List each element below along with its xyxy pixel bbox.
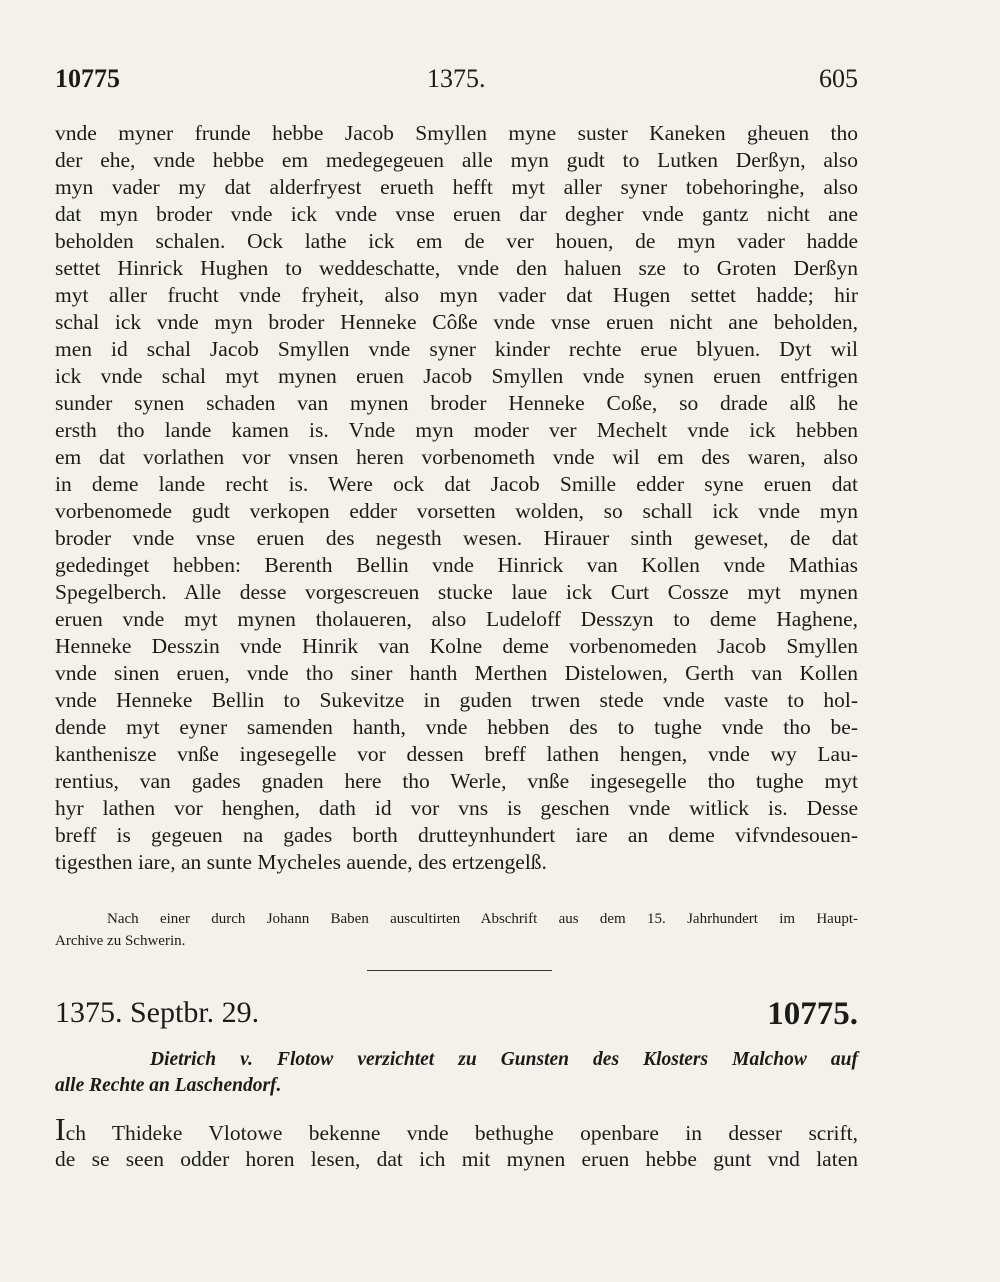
text-line-with-initial [55,1112,858,1146]
running-head-document-number: 10775 [55,64,120,93]
text-line: tigesthen iare, an sunte Mycheles auende, des ertzengelß. [55,850,547,874]
first-line-text: ch Thideke Vlotowe bekenne vnde bethughe openbare in desser scrift, [65,1121,858,1145]
text-line: ersth tho lande kamen is. Vnde myn moder ver Mechelt vnde ick hebben [55,418,858,442]
text-line: in deme lande recht is. Were ock dat Jacob Smille edder syne eruen dat [55,472,858,496]
text-line: breff is gegeuen na gades borth drutteynhundert iare an deme vifvndesouen- [55,823,858,847]
text-line: de se seen odder horen lesen, dat ich mit mynen eruen hebbe gunt vnd laten [55,1147,858,1171]
text-line: myn vader my dat alderfryest erueth hefft myt aller syner tobehoringhe, also [55,175,858,199]
initial-letter: I [55,1112,66,1146]
document-date: 1375. Septbr. 29. [55,996,260,1029]
text-line: broder vnde vnse eruen des negesth wesen. Hirauer sinth geweset, de dat [55,526,858,550]
text-line: Henneke Desszin vnde Hinrik van Kolne deme vorbenomeden Jacob Smyllen [55,634,858,658]
charter-text-continued [55,120,858,876]
text-line: gededinget hebben: Berenth Bellin vnde Hinrick van Kollen vnde Mathias [55,553,858,577]
text-line: rentius, van gades gnaden here tho Werle, vnße ingesegelle tho tughe myt [55,769,858,793]
text-line: em dat vorlathen vor vnsen heren vorbenometh vnde wil em des waren, also [55,445,858,469]
text-line: dat myn broder vnde ick vnde vnse eruen dar degher vnde gantz nicht ane [55,202,858,226]
text-line: kanthenisze vnße ingesegelle vor dessen breff lathen hengen, vnde wy Lau- [55,742,858,766]
text-line: dende myt eyner samenden hanth, vnde hebben des to tughe vnde tho be- [55,715,858,739]
text-line: vnde sinen eruen, vnde tho siner hanth Merthen Distelowen, Gerth van Kollen [55,661,858,685]
text-line: vnde Henneke Bellin to Sukevitze in guden trwen stede vnde vaste to hol- [55,688,858,712]
document-summary [55,1047,858,1099]
text-line: beholden schalen. Ock lathe ick em de ver houen, de myn vader hadde [55,229,858,253]
running-head-page-number: 605 [819,64,858,93]
text-line: hyr lathen vor henghen, dath id vor vns is geschen vnde witlick is. Desse [55,796,858,820]
text-line: settet Hinrick Hughen to weddeschatte, vnde den haluen sze to Groten Derßyn [55,256,858,280]
text-line: myt aller frucht vnde fryheit, also myn vader dat Hugen settet hadde; hir [55,283,858,307]
running-head [55,64,858,98]
text-line: der ehe, vnde hebbe em medegegeuen alle myn gudt to Lutken Derßyn, also [55,148,858,172]
text-line: men id schal Jacob Smyllen vnde syner kinder rechte erue blyuen. Dyt wil [55,337,858,361]
source-note-line: Nach einer durch Johann Baben auscultirten Abschrift aus dem 15. Jahrhundert im Haupt- [107,911,858,927]
text-line: vnde myner frunde hebbe Jacob Smyllen myne suster Kaneken gheuen tho [55,121,858,145]
charter-text-new [55,1112,858,1173]
text-line: ick vnde schal myt mynen eruen Jacob Smyllen vnde synen eruen entfrigen [55,364,858,388]
text-line: eruen vnde myt mynen tholaueren, also Ludeloff Desszyn to deme Haghene, [55,607,858,631]
text-line: Spegelberch. Alle desse vorgescreuen stucke laue ick Curt Cossze myt mynen [55,580,858,604]
document-heading [55,996,858,1038]
summary-line: Dietrich v. Flotow verzichtet zu Gunsten des Klosters Malchow auf [150,1049,858,1070]
running-head-year: 1375. [427,64,486,93]
source-note-line: Archive zu Schwerin. [55,933,186,949]
section-divider-rule [367,970,552,971]
text-line: schal ick vnde myn broder Henneke Côße vnde vnse eruen nicht ane beholden, [55,310,858,334]
source-note [55,908,858,952]
text-line: vorbenomede gudt verkopen edder vorsetten wolden, so schall ick vnde myn [55,499,858,523]
document-number: 10775. [767,996,858,1032]
summary-line: alle Rechte an Laschendorf. [55,1075,282,1096]
text-line: sunder synen schaden van mynen broder Henneke Coße, so drade alß he [55,391,858,415]
